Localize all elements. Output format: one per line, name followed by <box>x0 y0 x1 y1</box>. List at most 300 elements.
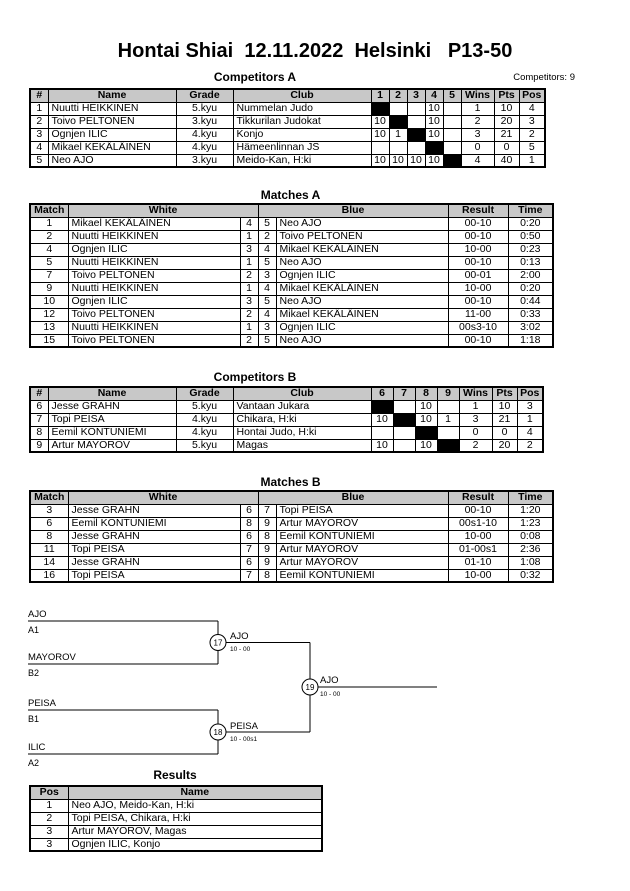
competitor-number: 2 <box>30 115 48 128</box>
blue-competitor-number: 5 <box>258 256 276 269</box>
column-header: Name <box>68 786 322 799</box>
competitor-wins: 0 <box>459 426 492 439</box>
table-row <box>30 269 553 282</box>
competitor-name: Mikael KEKÄLÄINEN <box>48 141 176 154</box>
match-time: 0:20 <box>508 217 553 230</box>
table-header-row <box>30 204 553 217</box>
match-number: 8 <box>30 530 68 543</box>
table-row <box>30 154 545 167</box>
page-title: Hontai Shiai 12.11.2022 Helsinki P13-50 <box>117 40 513 62</box>
column-header: Name <box>48 89 176 102</box>
competitor-name: Ognjen ILIC <box>48 128 176 141</box>
match-time: 0:50 <box>508 230 553 243</box>
white-competitor-name: Eemil KONTUNIEMI <box>68 517 240 530</box>
table-row <box>30 321 553 334</box>
match-number: 2 <box>30 230 68 243</box>
bracket-slot-seed: B1 <box>28 714 40 724</box>
column-header: Wins <box>461 89 494 102</box>
match-time: 0:33 <box>508 308 553 321</box>
match-result: 10-00 <box>448 282 508 295</box>
competitor-grade: 4.kyu <box>176 141 233 154</box>
match-result: 00-10 <box>448 217 508 230</box>
competitor-number: 4 <box>30 141 48 154</box>
column-header: 8 <box>415 387 437 400</box>
grid-self-cell <box>425 141 443 154</box>
competitor-points: 10 <box>494 102 519 115</box>
match-time: 3:02 <box>508 321 553 334</box>
match-number: 11 <box>30 543 68 556</box>
competitor-name: Neo AJO <box>48 154 176 167</box>
grid-score-cell: 10 <box>425 115 443 128</box>
competitor-club: Konjo <box>233 128 371 141</box>
table-row <box>30 530 553 543</box>
white-competitor-name: Nuutti HEIKKINEN <box>68 256 240 269</box>
competitor-club: Chikara, H:ki <box>233 413 371 426</box>
competitor-grade: 4.kyu <box>176 128 233 141</box>
table-row <box>30 838 322 851</box>
grid-score-cell: 10 <box>407 154 425 167</box>
grid-score-cell: 10 <box>371 439 393 452</box>
match-number: 13 <box>30 321 68 334</box>
result-position: 1 <box>30 799 68 812</box>
match-number: 15 <box>30 334 68 347</box>
table-row <box>30 799 322 812</box>
grid-score-cell: 10 <box>425 102 443 115</box>
grid-score-cell <box>389 141 407 154</box>
blue-competitor-number: 8 <box>258 569 276 582</box>
column-header: White <box>68 491 258 504</box>
competitor-points: 21 <box>494 128 519 141</box>
white-competitor-name: Mikael KEKÄLÄINEN <box>68 217 240 230</box>
match-time: 1:08 <box>508 556 553 569</box>
results-heading: Results <box>153 768 197 782</box>
table-row <box>30 504 553 517</box>
match-result: 10-00 <box>448 243 508 256</box>
table-row <box>30 102 545 115</box>
result-name: Topi PEISA, Chikara, H:ki <box>68 812 322 825</box>
blue-competitor-number: 3 <box>258 321 276 334</box>
table-row <box>30 400 543 413</box>
match-time: 0:23 <box>508 243 553 256</box>
white-competitor-name: Ognjen ILIC <box>68 243 240 256</box>
white-competitor-name: Jesse GRAHN <box>68 530 240 543</box>
table-row <box>30 217 553 230</box>
match-time: 2:00 <box>508 269 553 282</box>
matches-b-heading: Matches B <box>260 475 321 489</box>
grid-score-cell: 10 <box>371 413 393 426</box>
matches-a-table <box>29 203 554 348</box>
match-number: 12 <box>30 308 68 321</box>
competitor-club: Nummelan Judo <box>233 102 371 115</box>
white-competitor-name: Jesse GRAHN <box>68 504 240 517</box>
competitor-name: Artur MAYOROV <box>48 439 176 452</box>
white-competitor-name: Toivo PELTONEN <box>68 269 240 282</box>
white-competitor-name: Topi PEISA <box>68 569 240 582</box>
white-competitor-number: 6 <box>240 504 258 517</box>
blue-competitor-number: 9 <box>258 556 276 569</box>
competitor-position: 2 <box>519 128 545 141</box>
blue-competitor-number: 9 <box>258 543 276 556</box>
blue-competitor-number: 4 <box>258 243 276 256</box>
competitor-name: Topi PEISA <box>48 413 176 426</box>
grid-score-cell <box>443 141 461 154</box>
table-row <box>30 308 553 321</box>
competitor-grade: 5.kyu <box>176 102 233 115</box>
white-competitor-number: 6 <box>240 556 258 569</box>
column-header: Pts <box>492 387 517 400</box>
competitor-position: 1 <box>519 154 545 167</box>
blue-competitor-name: Toivo PELTONEN <box>276 230 448 243</box>
white-competitor-number: 1 <box>240 321 258 334</box>
match-result: 00s1-10 <box>448 517 508 530</box>
grid-self-cell <box>371 102 389 115</box>
column-header: Name <box>48 387 176 400</box>
white-competitor-number: 1 <box>240 282 258 295</box>
competitor-wins: 3 <box>459 413 492 426</box>
blue-competitor-name: Artur MAYOROV <box>276 517 448 530</box>
grid-score-cell: 10 <box>371 115 389 128</box>
white-competitor-name: Topi PEISA <box>68 543 240 556</box>
table-row <box>30 295 553 308</box>
white-competitor-name: Nuutti HEIKKINEN <box>68 282 240 295</box>
match-time: 0:20 <box>508 282 553 295</box>
table-row <box>30 243 553 256</box>
competitor-number: 9 <box>30 439 48 452</box>
white-competitor-name: Nuutti HEIKKINEN <box>68 321 240 334</box>
white-competitor-number: 7 <box>240 569 258 582</box>
table-header-row <box>30 89 545 102</box>
column-header: # <box>30 387 48 400</box>
competitors-count: Competitors: 9 <box>513 72 575 83</box>
match-node-number: 17 <box>213 638 223 648</box>
white-competitor-name: Nuutti HEIKKINEN <box>68 230 240 243</box>
column-header: Blue <box>258 204 448 217</box>
grid-score-cell: 10 <box>425 154 443 167</box>
competitor-club: Vantaan Jukara <box>233 400 371 413</box>
column-header: Grade <box>176 89 233 102</box>
white-competitor-number: 2 <box>240 269 258 282</box>
match-time: 0:44 <box>508 295 553 308</box>
competitor-name: Jesse GRAHN <box>48 400 176 413</box>
table-row <box>30 230 553 243</box>
grid-self-cell <box>407 128 425 141</box>
competitors-a-heading: Competitors A <box>213 70 297 84</box>
match-time: 0:08 <box>508 530 553 543</box>
competitor-name: Eemil KONTUNIEMI <box>48 426 176 439</box>
match-time: 0:13 <box>508 256 553 269</box>
column-header: Blue <box>258 491 448 504</box>
match-result: 01-10 <box>448 556 508 569</box>
column-header: Grade <box>176 387 233 400</box>
competitors-b-table <box>29 386 544 453</box>
grid-score-cell <box>437 426 459 439</box>
blue-competitor-number: 9 <box>258 517 276 530</box>
result-name: Neo AJO, Meido-Kan, H:ki <box>68 799 322 812</box>
match-node-number: 19 <box>305 683 315 692</box>
result-position: 3 <box>30 838 68 851</box>
column-header: 1 <box>371 89 389 102</box>
grid-score-cell <box>371 141 389 154</box>
blue-competitor-number: 4 <box>258 282 276 295</box>
match-number: 10 <box>30 295 68 308</box>
competitor-position: 3 <box>519 115 545 128</box>
results-table <box>29 785 323 852</box>
grid-score-cell <box>393 439 415 452</box>
white-competitor-name: Jesse GRAHN <box>68 556 240 569</box>
result-position: 3 <box>30 825 68 838</box>
blue-competitor-number: 8 <box>258 530 276 543</box>
competitor-wins: 4 <box>461 154 494 167</box>
grid-self-cell <box>389 115 407 128</box>
white-competitor-number: 7 <box>240 543 258 556</box>
table-header-row <box>30 491 553 504</box>
table-header-row <box>30 786 322 799</box>
competitor-grade: 5.kyu <box>176 439 233 452</box>
table-row <box>30 282 553 295</box>
match-time: 1:20 <box>508 504 553 517</box>
bracket-winner-name: PEISA <box>230 721 258 732</box>
table-row <box>30 141 545 154</box>
white-competitor-number: 4 <box>240 217 258 230</box>
competitor-grade: 5.kyu <box>176 400 233 413</box>
bracket-slot-name: ILIC <box>28 742 46 753</box>
white-competitor-number: 1 <box>240 256 258 269</box>
white-competitor-number: 3 <box>240 295 258 308</box>
bracket-winner-name: AJO <box>320 675 339 686</box>
competitor-club: Tikkurilan Judokat <box>233 115 371 128</box>
competitor-number: 1 <box>30 102 48 115</box>
competitor-position: 4 <box>519 102 545 115</box>
match-result: 00-10 <box>448 256 508 269</box>
match-number: 14 <box>30 556 68 569</box>
table-row <box>30 426 543 439</box>
matches-a-heading: Matches A <box>260 188 321 202</box>
grid-score-cell: 10 <box>415 400 437 413</box>
grid-score-cell <box>371 426 393 439</box>
match-number: 9 <box>30 282 68 295</box>
blue-competitor-number: 4 <box>258 308 276 321</box>
match-number: 4 <box>30 243 68 256</box>
grid-score-cell: 10 <box>371 128 389 141</box>
result-position: 2 <box>30 812 68 825</box>
match-number: 7 <box>30 269 68 282</box>
match-result: 11-00 <box>448 308 508 321</box>
grid-self-cell <box>437 439 459 452</box>
table-row <box>30 556 553 569</box>
competitor-grade: 4.kyu <box>176 413 233 426</box>
competitor-position: 2 <box>517 439 543 452</box>
competitor-wins: 1 <box>461 102 494 115</box>
column-header: Time <box>508 204 553 217</box>
blue-competitor-number: 2 <box>258 230 276 243</box>
match-time: 2:36 <box>508 543 553 556</box>
column-header: Pts <box>494 89 519 102</box>
match-time: 0:32 <box>508 569 553 582</box>
white-competitor-name: Toivo PELTONEN <box>68 334 240 347</box>
blue-competitor-name: Ognjen ILIC <box>276 321 448 334</box>
competitor-wins: 1 <box>459 400 492 413</box>
blue-competitor-name: Eemil KONTUNIEMI <box>276 569 448 582</box>
white-competitor-number: 3 <box>240 243 258 256</box>
column-header: 2 <box>389 89 407 102</box>
grid-self-cell <box>415 426 437 439</box>
white-competitor-name: Toivo PELTONEN <box>68 308 240 321</box>
grid-score-cell <box>407 141 425 154</box>
match-node-number: 18 <box>213 728 223 737</box>
match-result: 00-10 <box>448 230 508 243</box>
competitor-grade: 4.kyu <box>176 426 233 439</box>
column-header: 7 <box>393 387 415 400</box>
blue-competitor-name: Ognjen ILIC <box>276 269 448 282</box>
blue-competitor-name: Neo AJO <box>276 217 448 230</box>
bracket-winner-name: AJO <box>230 631 249 642</box>
table-row <box>30 543 553 556</box>
white-competitor-number: 2 <box>240 308 258 321</box>
match-result: 00-10 <box>448 334 508 347</box>
grid-self-cell <box>443 154 461 167</box>
competitor-club: Hontai Judo, H:ki <box>233 426 371 439</box>
column-header: 5 <box>443 89 461 102</box>
column-header: 3 <box>407 89 425 102</box>
column-header: Result <box>448 491 508 504</box>
competitor-points: 20 <box>492 439 517 452</box>
bracket-winner-score: 10 - 00 <box>230 646 251 653</box>
competitor-name: Toivo PELTONEN <box>48 115 176 128</box>
table-row <box>30 413 543 426</box>
bracket-slot-name: PEISA <box>28 698 56 709</box>
blue-competitor-number: 3 <box>258 269 276 282</box>
match-number: 3 <box>30 504 68 517</box>
white-competitor-number: 8 <box>240 517 258 530</box>
bracket-diagram <box>0 600 630 770</box>
blue-competitor-name: Artur MAYOROV <box>276 556 448 569</box>
blue-competitor-name: Neo AJO <box>276 295 448 308</box>
grid-score-cell: 1 <box>389 128 407 141</box>
match-result: 00s3-10 <box>448 321 508 334</box>
competitor-grade: 3.kyu <box>176 115 233 128</box>
grid-score-cell <box>443 128 461 141</box>
column-header: # <box>30 89 48 102</box>
grid-self-cell <box>393 413 415 426</box>
match-number: 16 <box>30 569 68 582</box>
blue-competitor-name: Neo AJO <box>276 256 448 269</box>
match-result: 10-00 <box>448 530 508 543</box>
grid-score-cell: 10 <box>425 128 443 141</box>
competitor-points: 10 <box>492 400 517 413</box>
match-time: 1:18 <box>508 334 553 347</box>
bracket-slot-name: AJO <box>28 609 47 620</box>
grid-score-cell <box>407 102 425 115</box>
bracket-winner-score: 10 - 00 <box>320 691 341 698</box>
column-header: 6 <box>371 387 393 400</box>
match-result: 00-10 <box>448 504 508 517</box>
competitor-points: 0 <box>494 141 519 154</box>
competitor-wins: 2 <box>459 439 492 452</box>
blue-competitor-name: Neo AJO <box>276 334 448 347</box>
bracket-slot-seed: A1 <box>28 625 40 635</box>
blue-competitor-number: 5 <box>258 334 276 347</box>
grid-score-cell <box>443 115 461 128</box>
competitor-grade: 3.kyu <box>176 154 233 167</box>
blue-competitor-name: Mikael KEKÄLÄINEN <box>276 308 448 321</box>
table-row <box>30 334 553 347</box>
match-number: 6 <box>30 517 68 530</box>
column-header: Match <box>30 204 68 217</box>
grid-score-cell: 10 <box>415 439 437 452</box>
blue-competitor-name: Mikael KEKÄLÄINEN <box>276 243 448 256</box>
competitor-wins: 3 <box>461 128 494 141</box>
blue-competitor-number: 5 <box>258 217 276 230</box>
column-header: 4 <box>425 89 443 102</box>
matches-b-table <box>29 490 554 583</box>
table-row <box>30 517 553 530</box>
column-header: Pos <box>30 786 68 799</box>
table-row <box>30 256 553 269</box>
white-competitor-number: 6 <box>240 530 258 543</box>
table-row <box>30 812 322 825</box>
table-row <box>30 569 553 582</box>
competitor-points: 0 <box>492 426 517 439</box>
table-row <box>30 115 545 128</box>
bracket-slot-seed: A2 <box>28 758 40 768</box>
grid-score-cell: 1 <box>437 413 459 426</box>
column-header: Result <box>448 204 508 217</box>
white-competitor-name: Ognjen ILIC <box>68 295 240 308</box>
blue-competitor-number: 7 <box>258 504 276 517</box>
grid-self-cell <box>371 400 393 413</box>
result-name: Ognjen ILIC, Konjo <box>68 838 322 851</box>
competitor-points: 21 <box>492 413 517 426</box>
grid-score-cell <box>393 400 415 413</box>
grid-score-cell <box>443 102 461 115</box>
table-row <box>30 825 322 838</box>
grid-score-cell: 10 <box>415 413 437 426</box>
competitor-number: 3 <box>30 128 48 141</box>
column-header: White <box>68 204 258 217</box>
grid-score-cell <box>393 426 415 439</box>
competitors-a-table <box>29 88 546 168</box>
match-number: 5 <box>30 256 68 269</box>
grid-score-cell <box>407 115 425 128</box>
competitors-b-heading: Competitors B <box>213 370 297 384</box>
column-header: Pos <box>519 89 545 102</box>
competitor-club: Hämeenlinnan JS <box>233 141 371 154</box>
competitor-wins: 0 <box>461 141 494 154</box>
match-time: 1:23 <box>508 517 553 530</box>
column-header: Pos <box>517 387 543 400</box>
competitor-position: 4 <box>517 426 543 439</box>
column-header: Match <box>30 491 68 504</box>
competitor-wins: 2 <box>461 115 494 128</box>
column-header: 9 <box>437 387 459 400</box>
match-result: 00-01 <box>448 269 508 282</box>
grid-score-cell: 10 <box>389 154 407 167</box>
grid-score-cell <box>389 102 407 115</box>
bracket-match-nodes <box>210 635 318 741</box>
bracket-slot-seed: B2 <box>28 668 40 678</box>
competitor-number: 8 <box>30 426 48 439</box>
column-header: Club <box>233 89 371 102</box>
competitor-number: 5 <box>30 154 48 167</box>
table-row <box>30 128 545 141</box>
result-name: Artur MAYOROV, Magas <box>68 825 322 838</box>
table-header-row <box>30 387 543 400</box>
blue-competitor-name: Topi PEISA <box>276 504 448 517</box>
competitor-position: 5 <box>519 141 545 154</box>
grid-score-cell: 10 <box>371 154 389 167</box>
grid-score-cell <box>437 400 459 413</box>
competitor-number: 6 <box>30 400 48 413</box>
